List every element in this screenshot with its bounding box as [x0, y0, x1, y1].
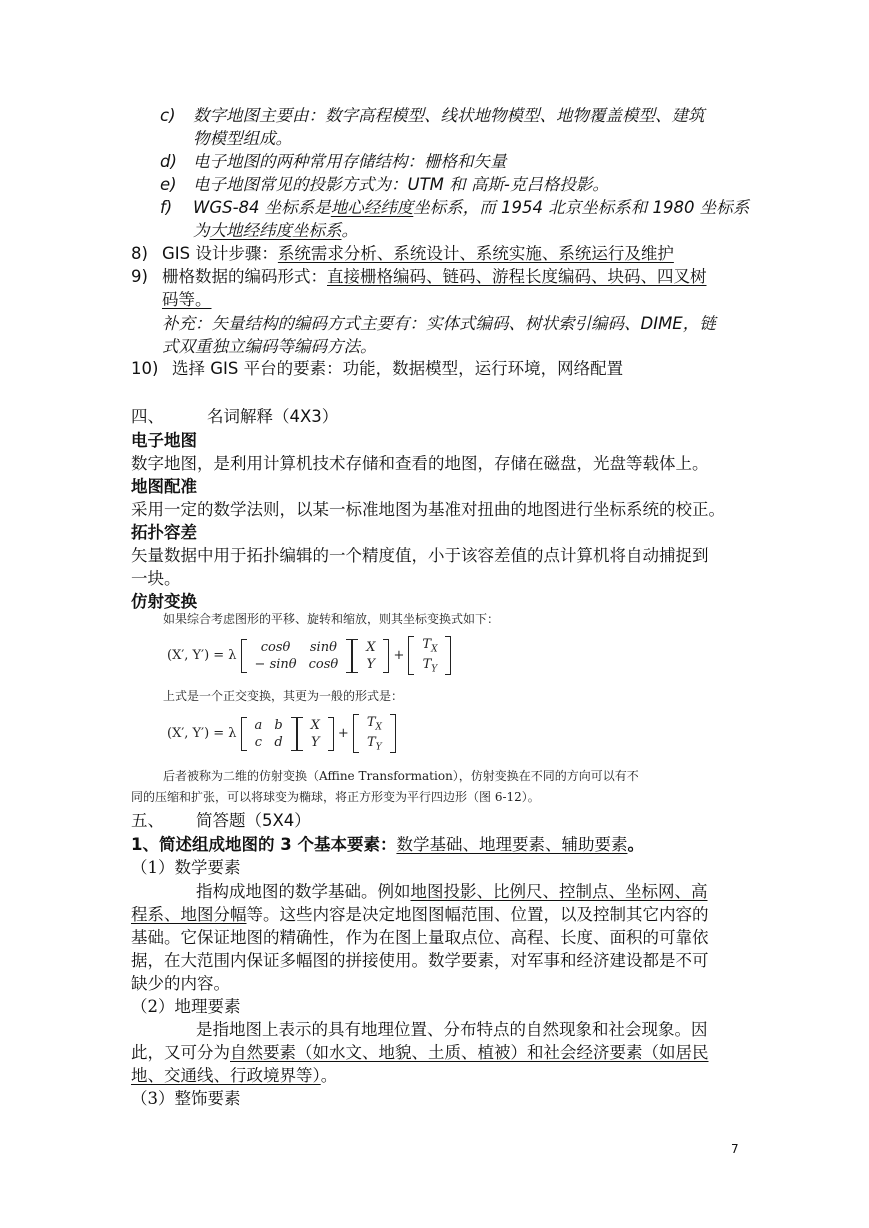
supplement-line2: 式双重独立编码等编码方法。	[162, 337, 377, 356]
math-elements-line-4: 据，在大范围内保证多幅图的拼接使用。数学要素，对军事和经济建设都是不可	[131, 951, 709, 970]
item-9-line2: 码等。	[162, 290, 212, 309]
term-affine-transformation: 仿射变换	[131, 592, 197, 611]
rotation-matrix: cosθ sinθ − sinθ cosθ	[241, 639, 353, 673]
affine-note-2: 同的压缩和扩张，可以将球变为椭球，将正方形变为平行四边形（图 6-12）。	[131, 790, 540, 804]
item-10-number: 10)	[131, 359, 159, 378]
decoration-elements-heading: （3）整饰要素	[131, 1089, 241, 1108]
section-5-title: 简答题（5X4）	[196, 811, 311, 830]
general-matrix: a b c d	[241, 717, 297, 751]
math-elements-heading: （1）数学要素	[131, 858, 241, 877]
term-topology-tolerance-definition-2: 一块。	[131, 569, 181, 588]
item-f-marker: f)	[160, 198, 173, 217]
affine-mid-text: 上式是一个正交变换，其更为一般的形式是：	[163, 689, 404, 703]
term-map-registration: 地图配准	[131, 477, 197, 496]
xy-vector-1: X Y	[352, 639, 389, 673]
formula-2-lhs: (X′, Y′) = λ	[167, 726, 237, 742]
item-9-line1: 栅格数据的编码形式：直接栅格编码、链码、游程长度编码、块码、四叉树	[162, 267, 707, 286]
item-c-line2: 物模型组成。	[193, 129, 292, 148]
term-topology-tolerance: 拓扑容差	[131, 523, 197, 542]
translation-vector-1: $T_X$ $T_Y$	[408, 636, 451, 675]
section-5-number: 五、	[131, 811, 164, 830]
math-elements-line-1: 指构成地图的数学基础。例如地图投影、比例尺、控制点、坐标网、高	[196, 882, 708, 901]
affine-intro: 如果综合考虑图形的平移、旋转和缩放，则其坐标变换式如下：	[163, 612, 500, 626]
item-f-line2: 为大地经纬度坐标系。	[193, 221, 358, 240]
xy-vector-2: X Y	[297, 717, 334, 751]
item-10-text: 选择 GIS 平台的要素：功能，数据模型，运行环境，网络配置	[172, 359, 624, 378]
item-e-line1: 电子地图常见的投影方式为：UTM 和 高斯-克吕格投影。	[193, 175, 609, 194]
section-4-title: 名词解释（4X3）	[207, 407, 339, 426]
geo-elements-line-2: 此，又可分为自然要素（如水文、地貌、土质、植被）和社会经济要素（如居民	[131, 1043, 709, 1062]
item-c-marker: c)	[160, 106, 176, 125]
geo-elements-heading: （2）地理要素	[131, 997, 241, 1016]
item-d-line1: 电子地图的两种常用存储结构：栅格和矢量	[193, 152, 507, 171]
item-d-marker: d)	[160, 152, 177, 171]
term-topology-tolerance-definition-1: 矢量数据中用于拓扑编辑的一个精度值，小于该容差值的点计算机将自动捕捉到	[131, 546, 709, 565]
affine-note-1: 后者被称为二维的仿射变换（Affine Transformation），仿射变换在不同的方向可以有不	[163, 769, 639, 783]
term-electronic-map-definition: 数字地图，是利用计算机技术存储和查看的地图，存储在磁盘，光盘等载体上。	[131, 454, 709, 473]
item-f-line1: WGS-84 坐标系是地心经纬度坐标系，而 1954 北京坐标系和 1980 坐标系	[193, 198, 750, 217]
item-e-marker: e)	[160, 175, 177, 194]
question-1: 1、简述组成地图的 3 个基本要素：数学基础、地理要素、辅助要素。	[131, 835, 644, 854]
geo-elements-line-3: 地、交通线、行政境界等）。	[131, 1066, 338, 1085]
affine-formula-1	[163, 636, 451, 675]
term-electronic-map: 电子地图	[131, 431, 197, 450]
plus-sign-2: +	[337, 726, 349, 742]
math-elements-line-5: 缺少的内容。	[131, 974, 230, 993]
geo-elements-line-1: 是指地图上表示的具有地理位置、分布特点的自然现象和社会现象。因	[196, 1020, 708, 1039]
supplement-line1: 补充：矢量结构的编码方式主要有：实体式编码、树状索引编码、DIME，链	[162, 314, 716, 333]
page-number: 7	[731, 1142, 739, 1156]
section-4-number: 四、	[131, 407, 164, 426]
formula-1-lhs: (X′, Y′) = λ	[167, 648, 237, 664]
term-map-registration-definition: 采用一定的数学法则，以某一标准地图为基准对扭曲的地图进行坐标系统的校正。	[131, 500, 725, 519]
translation-vector-2: $T_X$ $T_Y$	[353, 714, 396, 753]
item-8-text: GIS 设计步骤：系统需求分析、系统设计、系统实施、系统运行及维护	[162, 244, 674, 263]
item-c-line1: 数字地图主要由：数字高程模型、线状地物模型、地物覆盖模型、建筑	[193, 106, 705, 125]
plus-sign-1: +	[393, 648, 405, 664]
affine-formula-2	[163, 714, 396, 753]
math-elements-line-3: 基础。它保证地图的精确性，作为在图上量取点位、高程、长度、面积的可靠依	[131, 928, 709, 947]
item-8-number: 8)	[131, 244, 148, 263]
item-9-number: 9)	[131, 267, 148, 286]
math-elements-line-2: 程系、地图分幅等。这些内容是决定地图图幅范围、位置，以及控制其它内容的	[131, 905, 709, 924]
